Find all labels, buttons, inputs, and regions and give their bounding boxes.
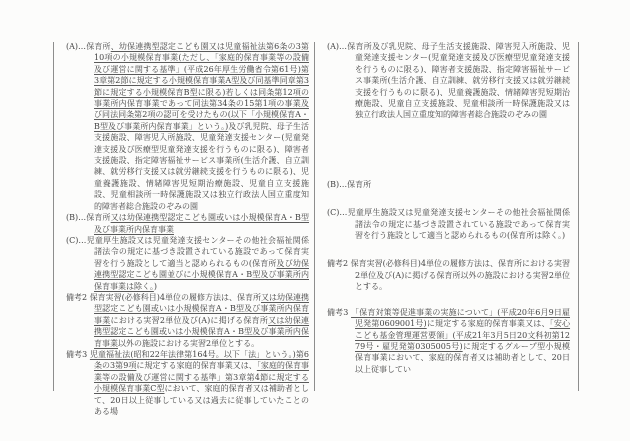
entry-label: 備考2 xyxy=(327,259,351,269)
entry-label: (B)… xyxy=(327,179,348,189)
text-segment: 以外の施設における実習2単位とする。 xyxy=(118,338,260,348)
revision-underlined-text: 、幼保連携型認定こども園又は児童福祉法第6条の3第10項の小規模保育事業(ただし、「家庭的保育事業等の設備及び運営に関する基準」(平成26年厚生労働省令第61号)第3章第2節に規定する小規模保育事業A型及び同基準同章第3節に規定する小規模保育B型に限る)若しくは同条第12項の事業所内保育事業であって同法第34条の15第1項の事業及び同法同条第2項の認可を受けたもの(以下「小規模保育A・B型及び事業所内保育事業」という。) xyxy=(94,42,309,131)
entry-right-biko2 xyxy=(327,258,570,292)
entry-right-C xyxy=(327,207,570,241)
revision-underlined-text: 「保育対策等促進事業の実施について」(平成20年6月9日雇児発第0609001号) xyxy=(351,307,570,329)
text-segment: に規定するグループ型小規模保育事業において、家庭的保育者又は補助者として、20日以上従事してい xyxy=(355,341,570,374)
entry-label: 備考3 xyxy=(327,307,352,317)
entry-label: 備考3 xyxy=(66,349,90,359)
text-segment: 児童厚生施設又は児童発達支援センターその他社会福祉関係諸法令の規定に基づき設置されている施設であって保育実習を行う施設として適当と認められるもの(保育所は除く。) xyxy=(347,208,570,241)
entry-left-biko2 xyxy=(66,292,309,349)
revision-underlined-text: 児童福祉法(昭和22年法律第164号。以下「法」という。)第6条の3第9項 xyxy=(89,349,309,371)
text-segment: 及び乳児院、母子生活支援施設、障害児入所施設、児童発達支援センター(児童発達支援及び医療型児童発達支援を行うものに限る)、障害者支援施設、指定障害福祉サービス事業所(生活介護、自立訓練、就労移行支援又は就労継続支援を行うものに限る)、児童養護施設、情緒障害児短期治療施設、児童自立支援施設、児童相談所一時保護施設又は独立行政法人国立重度知的障害者総合施設のぞみの園 xyxy=(94,121,310,211)
text-segment: ) xyxy=(153,281,157,291)
entry-right-biko3 xyxy=(327,307,570,375)
entry-right-B xyxy=(327,179,570,190)
text-segment: に規定する家庭的保育事業又は、 xyxy=(136,361,257,371)
text-segment: 保育所及び乳児院、母子生活支援施設、障害児入所施設、児童発達支援センター(児童発達支援及び医療型児童発達支援を行うものに限る)、障害者支援施設、指定障害福祉サービス事業所(生活介護、自立訓練、就労移行支援又は就労継続支援を行うものに限る)、児童養護施設、情緒障害児短期治療施設、児童自立支援施設、児童相談所一時保護施設又は独立行政法人国立重度知的障害者総合施設のぞみの園 xyxy=(347,42,570,120)
table-rule-middle xyxy=(314,42,315,391)
entry-left-B xyxy=(66,212,309,235)
revision-underlined-text: 又は幼保連携型認定こども園或いは小規模保育A・B型及び事業所内保育事業 xyxy=(94,292,309,325)
table-rule-left xyxy=(53,42,54,391)
entry-left-C xyxy=(66,235,309,292)
entry-label: (A)… xyxy=(66,42,87,51)
text-segment: における実習2単位及び(A)に掲げる保育所 xyxy=(110,315,269,325)
text-segment: において、家庭的保育者又は補助者として、20日以上従事している又は過去に従事していたことのある場 xyxy=(94,384,309,416)
revision-underlined-text: 又は幼保連携型認定こども園或いは小規模保育A・B型及び事業所内保育事業 xyxy=(94,213,310,234)
revision-underlined-text: 及び幼保連携型認定こども園並びに小規模保育A・B型及び事業所内保育事業は除く。 xyxy=(94,258,309,291)
revision-underlined-text: 「家庭的保育事業等の設備及び運営に関する基準」第3章第4節に規定する小規模保育事業C型 xyxy=(94,361,310,394)
entry-label: (C)… xyxy=(327,208,348,218)
entry-label: (A)… xyxy=(327,42,348,51)
text-segment: 保育実習(必修科目)4単位の履修方法は、保育所 xyxy=(89,292,261,302)
entry-left-biko3 xyxy=(66,349,309,417)
revision-underlined-text: 又は幼保連携型認定こども園或いは小規模保育A・B型及び事業所内保育事業 xyxy=(94,315,310,348)
text-segment: 保育所 xyxy=(347,179,372,189)
entry-label: (B)… xyxy=(66,213,87,223)
text-segment: 児童厚生施設又は児童発達支援センターその他社会福祉関係諸法令の規定に基づき設置されている施設であって保育実習を行う施設として適当と認められるもの(保育所 xyxy=(86,235,309,268)
entry-left-A xyxy=(66,41,309,212)
text-segment: 保育所 xyxy=(86,42,111,51)
text-segment: 保育実習(必修科目)4単位の履修方法は、保育所における実習2単位及び(A)に掲げる保育所以外の施設における実習2単位とする。 xyxy=(350,259,570,292)
table-rule-right xyxy=(578,42,579,391)
entry-label: (C)… xyxy=(66,235,87,245)
text-segment: 保育所 xyxy=(86,213,111,223)
entry-label: 備考2 xyxy=(66,292,90,302)
text-segment: に規定する家庭的保育事業又は、 xyxy=(426,319,550,329)
column-left xyxy=(66,41,309,417)
entry-right-A xyxy=(327,41,570,121)
revision-underlined-text: 「安心こども基金管理運営要領」(平成21年3月5日20文科初第1279号・雇児発第0305005号) xyxy=(355,319,571,351)
column-right xyxy=(327,41,570,375)
